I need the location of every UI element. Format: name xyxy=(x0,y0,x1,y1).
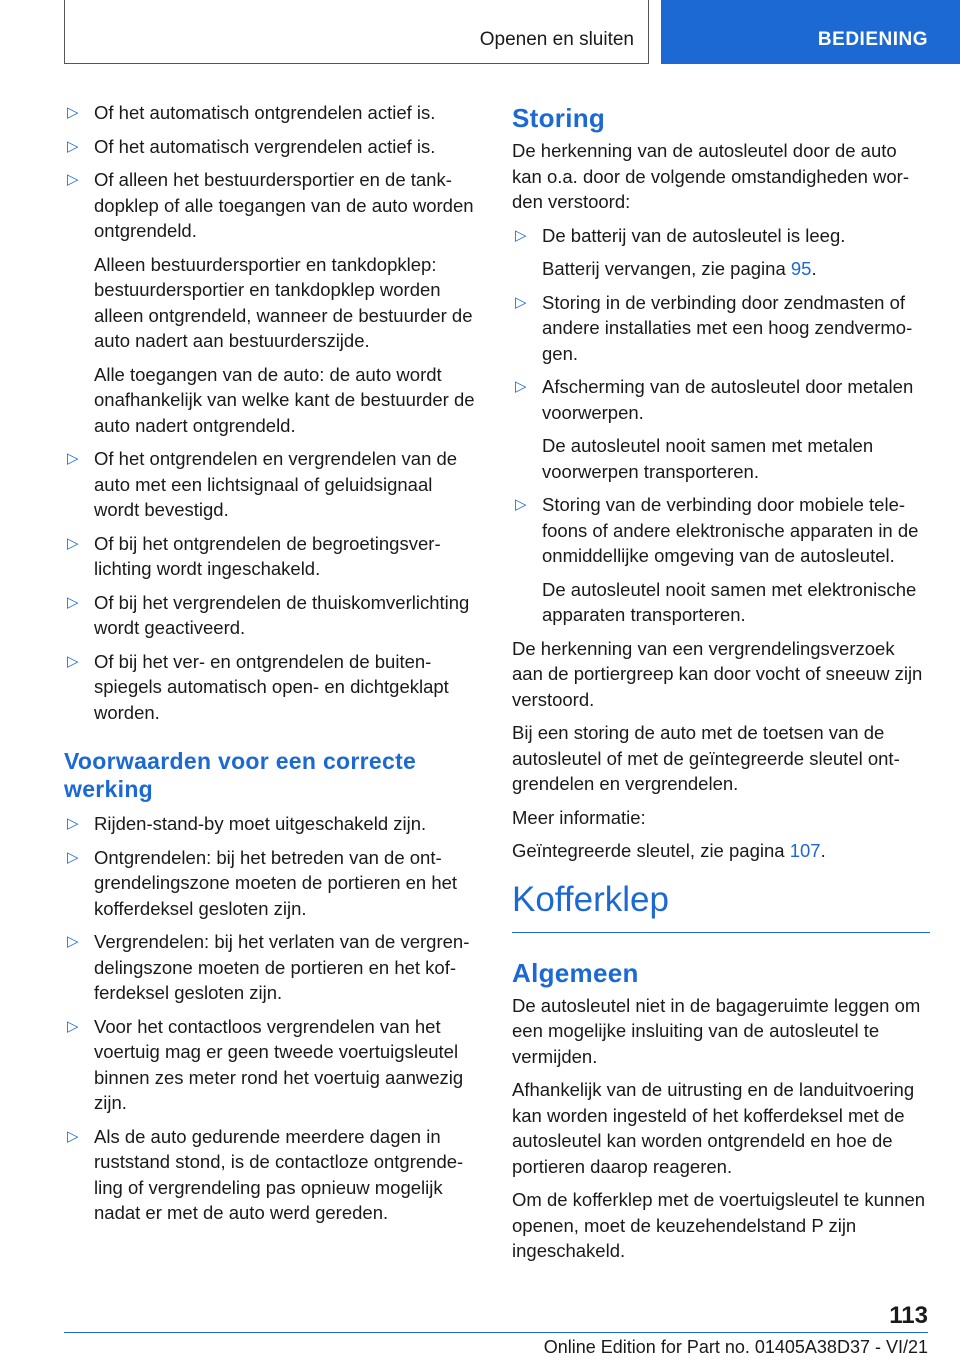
triangle-right-icon: ▷ xyxy=(515,226,527,244)
list-item-subtext: Alle toegangen van de auto: de auto wordt onafhankelijk van welke kant de bestuurder de auto nadert ontgrendeld. xyxy=(94,363,475,436)
conditions-heading: Voorwaarden voor een correcte werking xyxy=(64,748,417,802)
triangle-right-icon: ▷ xyxy=(67,848,79,866)
triangle-right-icon: ▷ xyxy=(67,171,79,188)
list-item: ▷ Storing van de verbinding door mobiele telefoons of andere elektronische apparaten in de onmiddellijke omgeving van de autosleutel. De autosleutel nooit samen met elektronische apparaten transporteren. xyxy=(512,492,930,628)
triangle-right-icon: ▷ xyxy=(515,378,527,395)
list-item: ▷ Rijden-stand-by moet uitgeschakeld zijn. xyxy=(64,811,480,837)
triangle-right-icon: ▷ xyxy=(67,652,79,670)
triangle-right-icon: ▷ xyxy=(67,593,79,611)
triangle-right-icon: ▷ xyxy=(67,450,79,467)
list-item: ▷ Ontgrendelen: bij het betreden van de ontgrendelingszone moeten de portieren en het kofferdeksel gesloten zijn. xyxy=(67,846,458,919)
body-paragraph: Om de kofferklep met de voertuigsleutel te kunnen openen, moet de keuzehendelstand P zijn ingeschakeld. xyxy=(512,1189,926,1261)
header-chapter-box xyxy=(661,0,960,64)
triangle-right-icon: ▷ xyxy=(67,1017,79,1035)
list-item-subtext: De autosleutel nooit samen met elektronische apparaten transporteren. xyxy=(542,578,917,625)
list-item: ▷ Als de auto gedurende meerdere dagen in ruststand stond, is de contactloze ontgrendeling of vergrendeling pas opnieuw mogelijk nadat er met de auto werd gereden. xyxy=(67,1125,464,1223)
list-item: ▷ Of alleen het bestuurdersportier en de tankdopklep of alle toegangen van de auto worden ontgrendeld. Alleen bestuurdersportier en tankdopklep: bestuurdersportier en tankdopklep worden alleen ontgrendeld, wanneer de bestuurder de auto nadert aan bestuurderszijde. Alle toegangen van de auto: de auto wordt onafhankelijk van welke kant de bestuurder de auto nadert ontgrendeld. xyxy=(64,167,480,438)
triangle-right-icon: ▷ xyxy=(67,137,79,155)
list-item-subtext: Batterij vervangen, zie pagina 95. xyxy=(542,258,817,279)
list-item: ▷ Of het automatisch ontgrendelen actief is. xyxy=(64,100,480,126)
triangle-right-icon: ▷ xyxy=(67,815,79,832)
list-item-subtext: De autosleutel nooit samen met metalen voorwerpen transporteren. xyxy=(542,435,874,482)
left-column xyxy=(64,100,480,1234)
storing-heading: Storing xyxy=(512,103,606,133)
list-item: ▷ Storing in de verbinding door zendmasten of andere installaties met een hoog zendvermogen. xyxy=(515,291,913,364)
triangle-right-icon: ▷ xyxy=(515,293,527,311)
conditions-list xyxy=(64,811,480,1226)
algemeen-heading: Algemeen xyxy=(512,957,639,988)
list-item: ▷ Of het ontgrendelen en vergrendelen van de auto met een lichtsignaal of geluidsignaal wordt bevestigd. xyxy=(67,448,458,520)
triangle-right-icon: ▷ xyxy=(515,496,527,513)
chapter-title: BEDIENING xyxy=(817,29,928,50)
triangle-right-icon: ▷ xyxy=(67,1127,79,1145)
list-item: ▷ Of bij het vergrendelen de thuiskomverlichting wordt geactiveerd. xyxy=(67,591,470,638)
list-item: ▷ Of bij het ver- en ontgrendelen de buitenspiegels automatisch open- en dichtgeklapt worden. xyxy=(67,650,449,723)
storing-list xyxy=(512,223,930,628)
list-item: ▷ Voor het contactloos vergrendelen van het voertuig mag er geen tweede voertuigsleutel binnen zes meter rond het voertuig aanwezig zijn. xyxy=(67,1015,464,1113)
list-item: ▷ Vergrendelen: bij het verlaten van de vergrendelingszone moeten de portieren en het kofferdeksel gesloten zijn. xyxy=(67,931,470,1003)
body-paragraph: Bij een storing de auto met de toetsen van de autosleutel of met de geïntegreerde sleutel ontgrendelen en vergrendelen. xyxy=(512,722,900,794)
footer-divider xyxy=(64,1332,928,1333)
kofferklep-heading: Kofferklep xyxy=(512,878,930,933)
list-item: ▷ Of bij het ontgrendelen de begroetingsverlichting wordt ingeschakeld. xyxy=(67,532,441,579)
header-section-box xyxy=(64,0,649,64)
settings-list xyxy=(64,100,480,725)
list-item: ▷ Afscherming van de autosleutel door metalen voorwerpen. De autosleutel nooit samen met metalen voorwerpen transporteren. xyxy=(512,374,930,484)
body-paragraph: Geïntegreerde sleutel, zie pagina 107. xyxy=(512,840,826,861)
page-link-95[interactable]: 95 xyxy=(790,258,812,279)
body-paragraph: De autosleutel niet in de bagageruimte leggen om een mogelijke insluiting van de autosleutel te vermijden. xyxy=(512,994,921,1067)
right-column xyxy=(512,100,930,1272)
page-link-107[interactable]: 107 xyxy=(789,840,821,861)
list-item: ▷ De batterij van de autosleutel is leeg. Batterij vervangen, zie pagina 95. xyxy=(512,223,930,282)
section-title: Openen en sluiten xyxy=(479,29,634,50)
body-paragraph: Afhankelijk van de uitrusting en de landuitvoering kan worden ingesteld of het kofferdeksel met de autosleutel kan worden ontgrendeld en hoe de portieren daarop reageren. xyxy=(512,1079,915,1177)
storing-intro: De herkenning van de autosleutel door de auto kan o.a. door de volgende omstandigheden worden verstoord: xyxy=(512,140,910,212)
triangle-right-icon: ▷ xyxy=(67,933,79,950)
footer-edition: Online Edition for Part no. 01405A38D37 - VI/21 xyxy=(543,1337,928,1357)
body-paragraph: De herkenning van een vergrendelingsverzoek aan de portiergreep kan door vocht of sneeuw zijn verstoord. xyxy=(512,637,923,710)
page-number: 113 xyxy=(889,1302,928,1329)
triangle-right-icon: ▷ xyxy=(67,534,79,552)
list-item-subtext: Alleen bestuurdersportier en tankdopklep: bestuurdersportier en tankdopklep worden alleen ontgrendeld, wanneer de bestuurder de auto nadert aan bestuurderszijde. xyxy=(94,253,473,351)
list-item: ▷ Of het automatisch vergrendelen actief is. xyxy=(64,134,480,160)
body-paragraph: Meer informatie: xyxy=(512,806,646,828)
triangle-right-icon: ▷ xyxy=(67,104,79,121)
